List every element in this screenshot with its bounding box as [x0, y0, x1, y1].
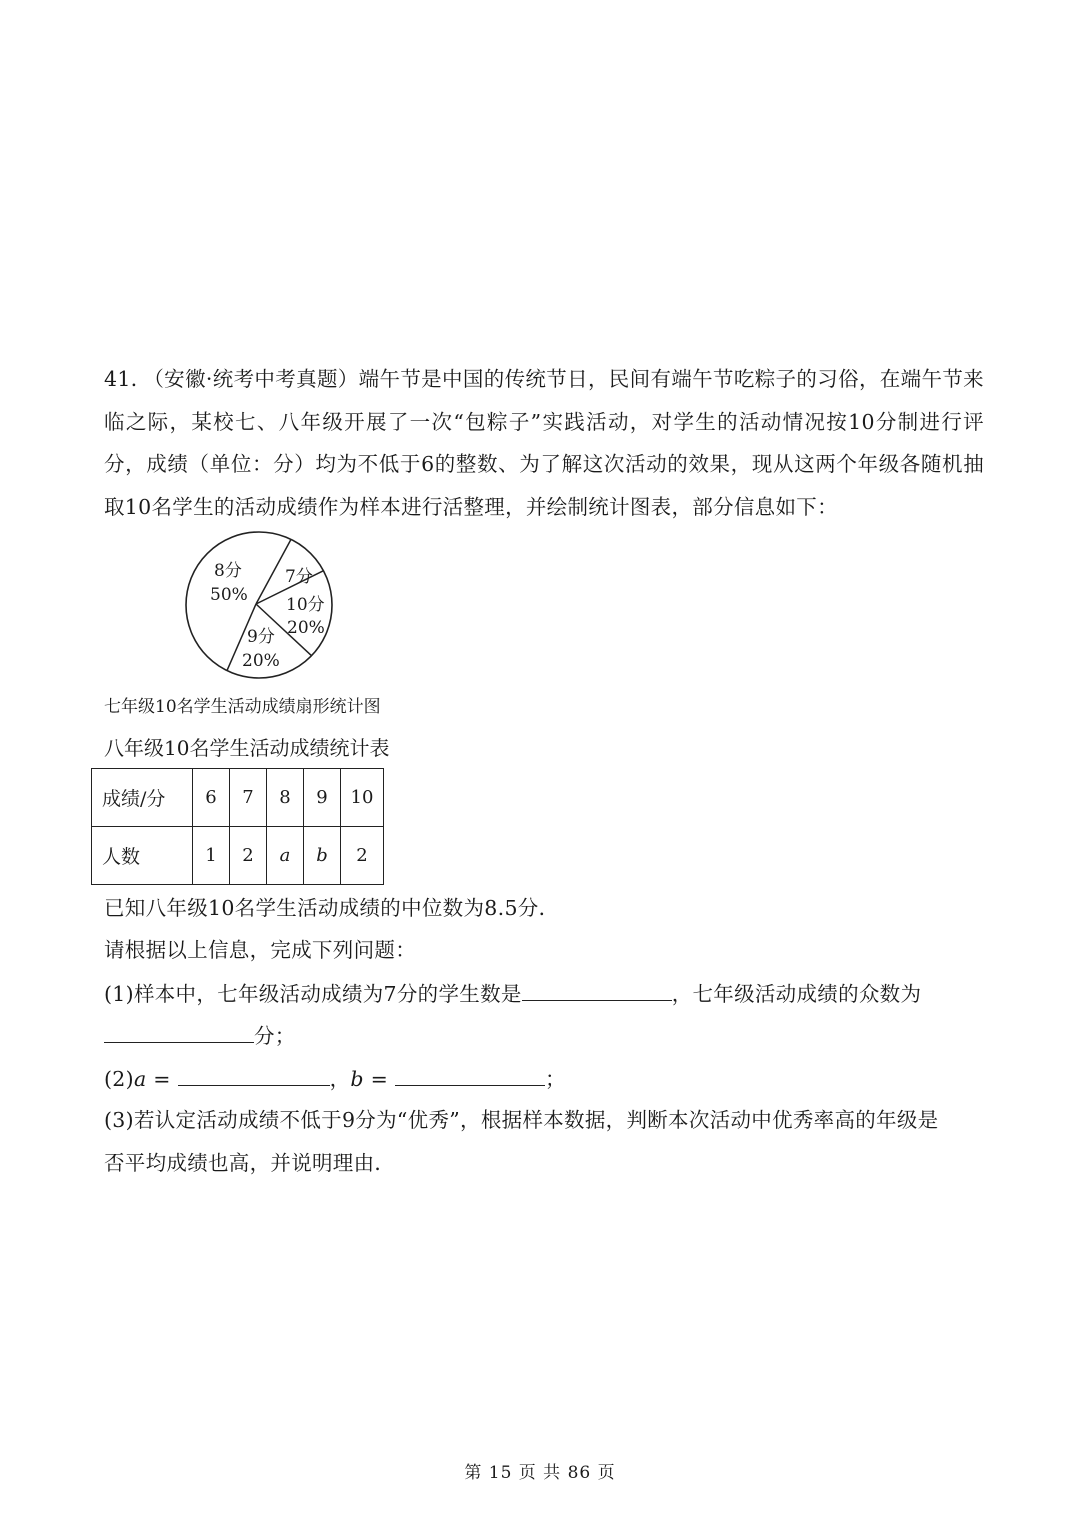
- problem-text: （安徽·统考中考真题）端午节是中国的传统节日，民间有端午节吃粽子的习俗，在端午节来临之际，某校七、八年级开展了一次“包粽子”实践活动，对学生的活动情况按10分制进行评分，成绩（单位：分）均为不低于6的整数、为了解这次活动的效果，现从这两个年级各随机抽取10名学生的活动成绩作为样本进行活整理，并绘制统计图表，部分信息如下：: [104, 367, 984, 519]
- pie-caption: 七年级10名学生活动成绩扇形统计图: [104, 697, 381, 717]
- q1-middle: ，七年级活动成绩的众数为: [671, 982, 922, 1006]
- table-header-score: 成绩/分: [92, 769, 193, 827]
- table-cell: 8: [267, 769, 304, 827]
- question-3-line1: (3)若认定活动成绩不低于9分为“优秀”，根据样本数据，判断本次活动中优秀率高的年级是: [104, 1108, 939, 1132]
- table-cell-a: [267, 827, 304, 885]
- grade8-stats-table: [91, 768, 384, 885]
- question-1-cont: [104, 1020, 984, 1051]
- table-row-count: [92, 827, 384, 885]
- instruction: 请根据以上信息，完成下列问题：: [104, 938, 416, 962]
- q2-eq-b: =: [363, 1067, 395, 1091]
- table-cell: 2: [230, 827, 267, 885]
- q1-blank-1[interactable]: [522, 978, 672, 1001]
- table-caption: 八年级10名学生活动成绩统计表: [104, 736, 390, 760]
- page-footer: 第 15 页 共 86 页: [464, 1463, 616, 1483]
- question-3-line2: 否平均成绩也高，并说明理由．: [104, 1151, 396, 1175]
- q1-suffix: 分；: [254, 1024, 296, 1048]
- pie-label-8: 8分: [214, 561, 242, 581]
- q2-blank-b[interactable]: [395, 1063, 545, 1086]
- problem-statement: [104, 358, 984, 528]
- pie-label-10: 10分: [286, 595, 325, 615]
- table-cell: 1: [193, 827, 230, 885]
- question-2: [104, 1063, 984, 1094]
- table-cell: 2: [341, 827, 384, 885]
- q2-var-a: a: [133, 1067, 147, 1091]
- table-cell: 9: [304, 769, 341, 827]
- pie-label-9: 9分: [247, 627, 275, 647]
- var-a: a: [279, 845, 291, 866]
- q2-var-b: b: [350, 1067, 364, 1091]
- var-b: b: [316, 845, 328, 866]
- q1-prefix: (1)样本中，七年级活动成绩为7分的学生数是: [104, 982, 522, 1006]
- q2-eq-a: =: [146, 1067, 178, 1091]
- q1-blank-2[interactable]: [104, 1020, 254, 1043]
- table-cell-b: [304, 827, 341, 885]
- table-cell: 10: [341, 769, 384, 827]
- known-info: 已知八年级10名学生活动成绩的中位数为8.5分．: [104, 896, 560, 920]
- q2-end: ；: [544, 1067, 566, 1091]
- table-row-score: [92, 769, 384, 827]
- pie-chart: [180, 530, 340, 680]
- q2-blank-a[interactable]: [178, 1063, 330, 1086]
- pie-svg: [180, 530, 340, 680]
- q2-prefix: (2): [104, 1067, 134, 1091]
- problem-number: 41．: [104, 367, 152, 391]
- table-cell: 7: [230, 769, 267, 827]
- pie-percent-8: 50%: [210, 585, 248, 605]
- pie-percent-9: 20%: [242, 651, 280, 671]
- q2-sep: ，: [329, 1067, 351, 1091]
- pie-label-7: 7分: [285, 567, 313, 587]
- pie-percent-10: 20%: [287, 618, 325, 638]
- question-1: [104, 978, 984, 1009]
- table-header-count: 人数: [92, 827, 193, 885]
- table-cell: 6: [193, 769, 230, 827]
